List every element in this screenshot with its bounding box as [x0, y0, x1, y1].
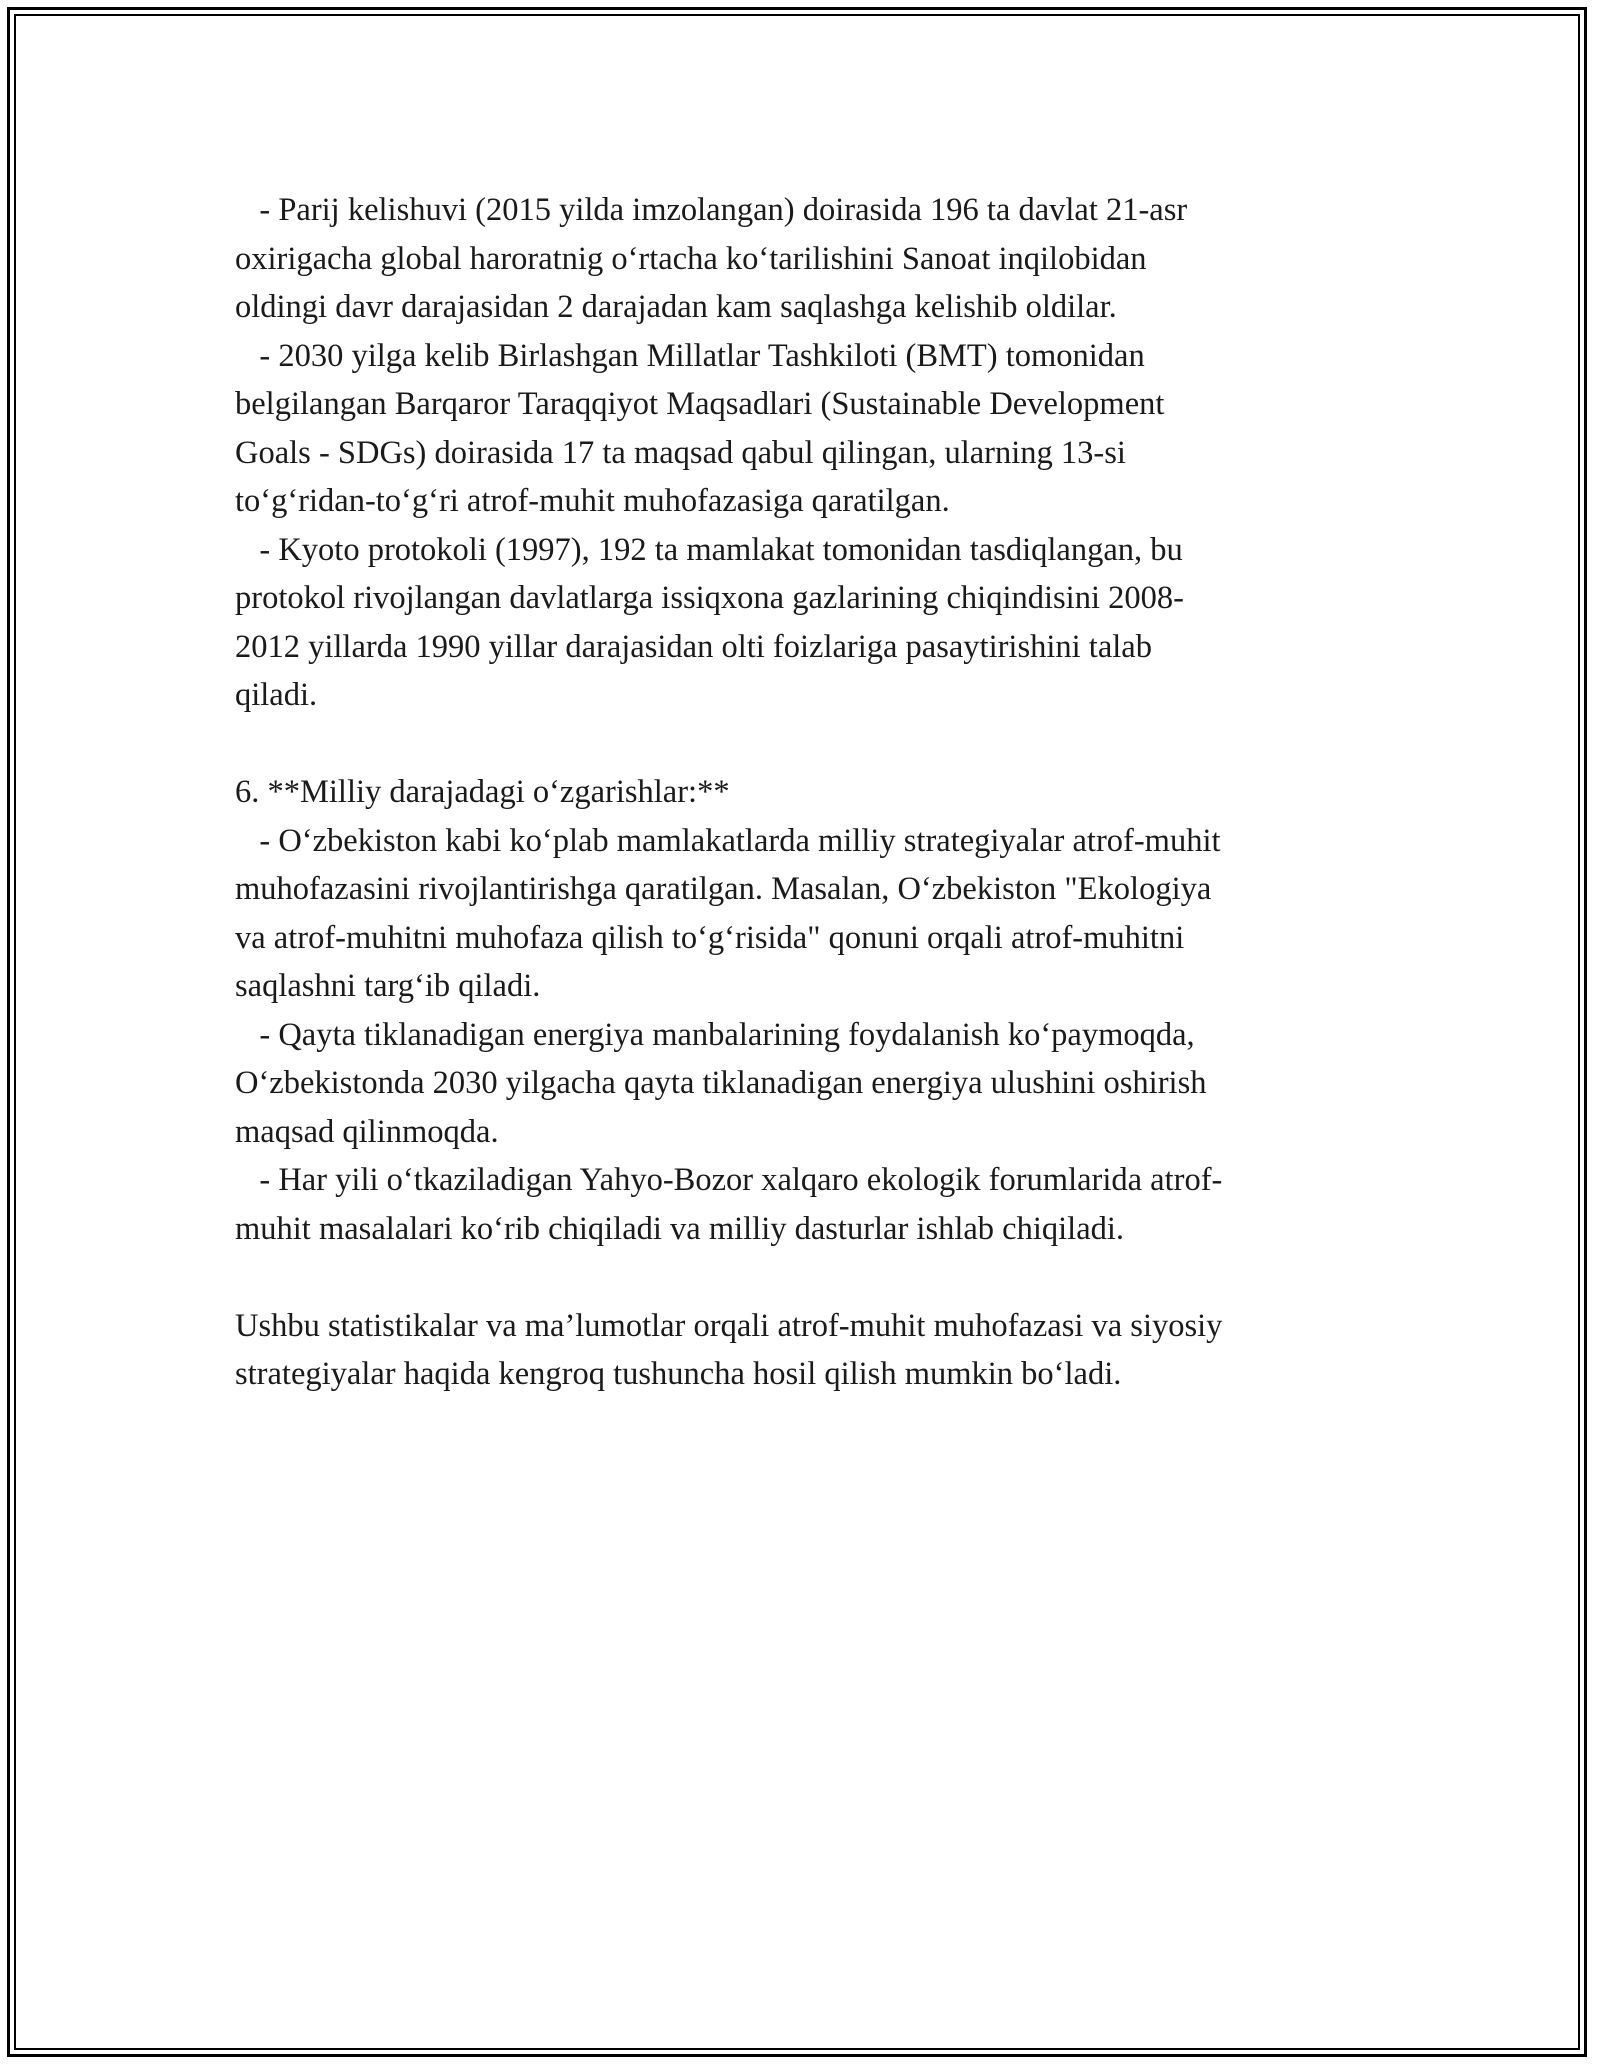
- text-line: - 2030 yilga kelib Birlashgan Millatlar Tashkiloti (BMT) tomonidan: [235, 337, 1145, 374]
- text-line: strategiyalar haqida kengroq tushuncha hosil qilish mumkin bo‘ladi.: [235, 1356, 1122, 1392]
- text-line: muhofazasini rivojlantirishga qaratilgan. Masalan, O‘zbekiston "Ekologiya: [235, 871, 1212, 907]
- text-line: maqsad qilinmoqda.: [235, 1113, 499, 1150]
- text-line: - Qayta tiklanadigan energiya manbalarining foydalanish ko‘paymoqda,: [235, 1016, 1195, 1053]
- document-body: [235, 186, 1375, 1399]
- text-line: oxirigacha global haroratnig o‘rtacha ko‘tarilishini Sanoat inqilobidan: [235, 240, 1147, 277]
- international-agreements-block: [235, 186, 1375, 720]
- text-line: Goals - SDGs) doirasida 17 ta maqsad qabul qilingan, ularning 13-si: [235, 434, 1126, 471]
- text-line: - Har yili o‘tkaziladigan Yahyo-Bozor xalqaro ekologik forumlarida atrof-: [235, 1162, 1223, 1198]
- text-line: qiladi.: [235, 677, 318, 713]
- text-line: muhit masalalari ko‘rib chiqiladi va milliy dasturlar ishlab chiqiladi.: [235, 1210, 1125, 1247]
- text-line: protokol rivojlangan davlatlarga issiqxona gazlarining chiqindisini 2008-: [235, 580, 1184, 616]
- text-line: to‘g‘ridan-to‘g‘ri atrof-muhit muhofazasiga qaratilgan.: [235, 483, 950, 519]
- text-line: belgilangan Barqaror Taraqqiyot Maqsadlari (Sustainable Development: [235, 386, 1165, 422]
- national-changes-block: [235, 817, 1375, 1254]
- text-line: va atrof-muhitni muhofaza qilish to‘g‘risida" qonuni orqali atrof-muhitni: [235, 919, 1185, 956]
- text-line: Ushbu statistikalar va ma’lumotlar orqali atrof-muhit muhofazasi va siyosiy: [235, 1307, 1223, 1344]
- text-line: - O‘zbekiston kabi ko‘plab mamlakatlarda milliy strategiyalar atrof-muhit: [235, 822, 1221, 859]
- text-line: saqlashni targ‘ib qiladi.: [235, 968, 541, 1004]
- paragraph-spacer: [235, 720, 1375, 769]
- conclusion-paragraph: [235, 1302, 1375, 1399]
- text-line: oldingi davr darajasidan 2 darajadan kam saqlashga kelishib oldilar.: [235, 289, 1117, 325]
- text-line: 2012 yillarda 1990 yillar darajasidan olti foizlariga pasaytirishini talab: [235, 628, 1152, 665]
- paragraph-spacer: [235, 1253, 1375, 1302]
- text-line: - Kyoto protokoli (1997), 192 ta mamlakat tomonidan tasdiqlangan, bu: [235, 531, 1183, 568]
- text-line: - Parij kelishuvi (2015 yilda imzolangan) doirasida 196 ta davlat 21-asr: [235, 192, 1188, 228]
- text-line: O‘zbekistonda 2030 yilgacha qayta tiklanadigan energiya ulushini oshirish: [235, 1065, 1207, 1101]
- section-heading: 6. **Milliy darajadagi o‘zgarishlar:**: [235, 774, 730, 810]
